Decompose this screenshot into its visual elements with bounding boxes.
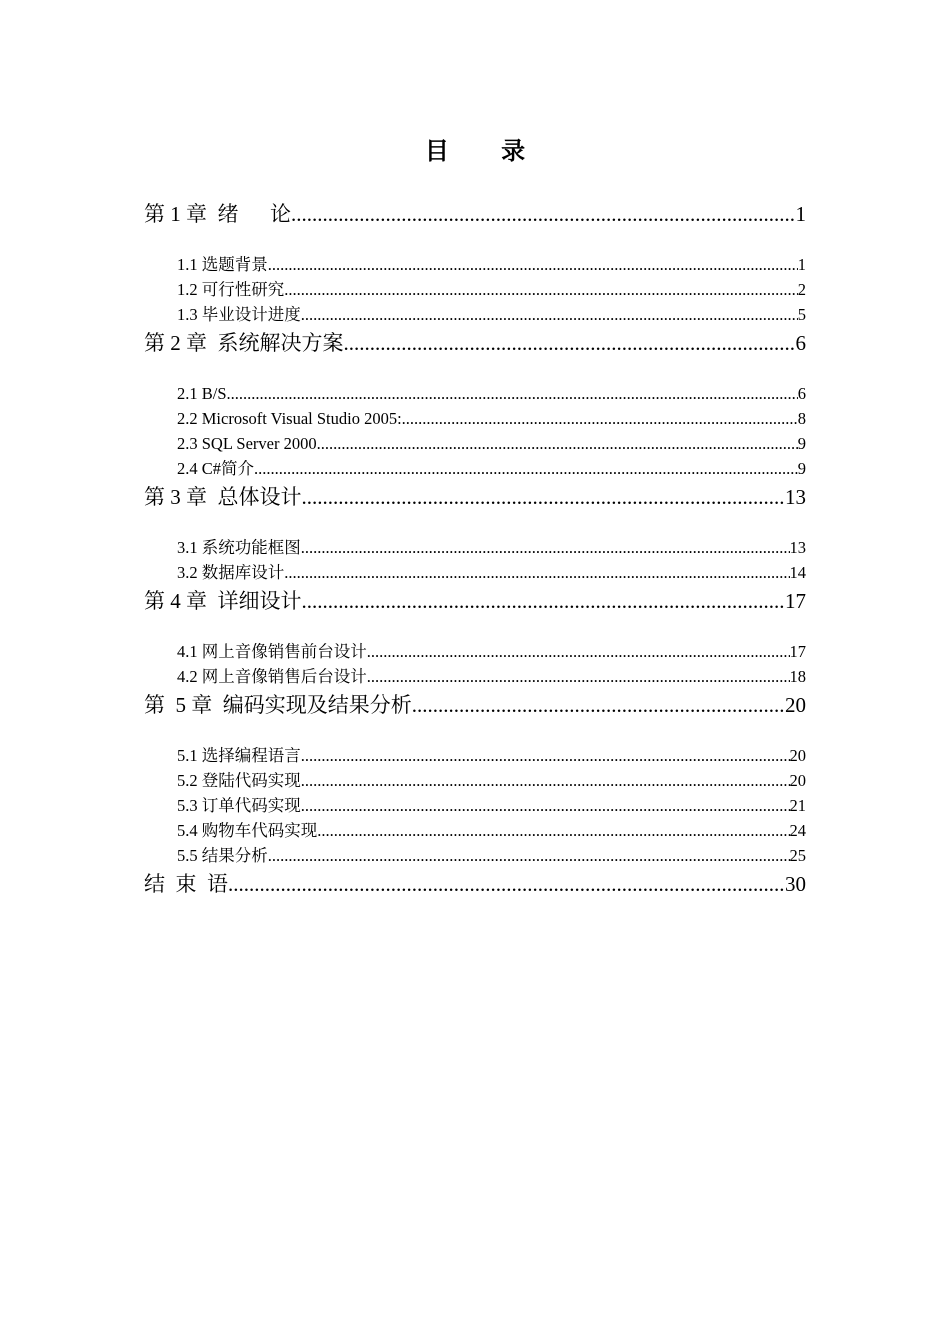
toc-chapter-5[interactable] xyxy=(144,689,806,721)
section-label: 3.2 数据库设计 xyxy=(177,563,285,582)
section-page-number: 14 xyxy=(789,563,806,582)
section-page-number: 21 xyxy=(789,796,806,815)
toc-section-4-2[interactable] xyxy=(144,664,806,689)
dot-leader xyxy=(268,843,790,868)
dot-leader xyxy=(301,302,798,327)
toc-chapter-2[interactable] xyxy=(144,327,806,359)
chapter-page-number: 17 xyxy=(785,589,806,613)
chapter-page-number: 1 xyxy=(795,202,806,226)
toc-section-3-1[interactable] xyxy=(144,535,806,560)
dot-leader xyxy=(301,793,790,818)
chapter-label: 第 4 章 详细设计 xyxy=(144,589,302,613)
section-label: 1.1 选题背景 xyxy=(177,255,268,274)
dot-leader xyxy=(302,585,786,617)
section-label: 5.4 购物车代码实现 xyxy=(177,821,318,840)
section-page-number: 1 xyxy=(797,255,806,274)
section-page-number: 13 xyxy=(789,538,806,557)
toc-section-2-2[interactable] xyxy=(144,406,806,431)
section-label: 1.2 可行性研究 xyxy=(177,280,285,299)
toc-section-5-5[interactable] xyxy=(144,843,806,868)
dot-leader xyxy=(344,327,796,359)
chapter-page-number: 30 xyxy=(785,872,806,896)
section-page-number: 6 xyxy=(797,384,806,403)
dot-leader xyxy=(228,868,785,900)
section-page-number: 5 xyxy=(797,305,806,324)
toc-chapter-4[interactable] xyxy=(144,585,806,617)
toc-section-2-1[interactable] xyxy=(144,381,806,406)
section-page-number: 24 xyxy=(789,821,806,840)
toc-section-1-1[interactable] xyxy=(144,252,806,277)
section-page-number: 2 xyxy=(797,280,806,299)
dot-leader xyxy=(284,560,789,585)
dot-leader xyxy=(301,743,790,768)
chapter-page-number: 6 xyxy=(795,331,806,355)
section-page-number: 8 xyxy=(797,409,806,428)
section-label: 4.1 网上音像销售前台设计 xyxy=(177,642,367,661)
toc-section-1-2[interactable] xyxy=(144,277,806,302)
toc-section-5-3[interactable] xyxy=(144,793,806,818)
dot-leader xyxy=(402,406,798,431)
section-label: 5.5 结果分析 xyxy=(177,846,268,865)
toc-chapter-1[interactable] xyxy=(144,198,806,230)
section-label: 2.1 B/S xyxy=(177,384,227,403)
section-page-number: 9 xyxy=(797,459,806,478)
section-label: 3.1 系统功能框图 xyxy=(177,538,301,557)
chapter-label: 第 2 章 系统解决方案 xyxy=(144,331,344,355)
toc-section-2-3[interactable] xyxy=(144,431,806,456)
section-label: 5.1 选择编程语言 xyxy=(177,746,301,765)
toc-list xyxy=(144,198,806,900)
toc-section-5-2[interactable] xyxy=(144,768,806,793)
section-page-number: 17 xyxy=(789,642,806,661)
toc-section-5-1[interactable] xyxy=(144,743,806,768)
toc-section-4-1[interactable] xyxy=(144,639,806,664)
section-label: 2.2 Microsoft Visual Studio 2005: xyxy=(177,409,402,428)
section-label: 4.2 网上音像销售后台设计 xyxy=(177,667,367,686)
chapter-label: 第 5 章 编码实现及结果分析 xyxy=(144,693,412,717)
toc-section-5-4[interactable] xyxy=(144,818,806,843)
dot-leader xyxy=(227,381,798,406)
dot-leader xyxy=(291,198,796,230)
chapter-page-number: 13 xyxy=(785,485,806,509)
toc-conclusion[interactable] xyxy=(144,868,806,900)
section-page-number: 25 xyxy=(789,846,806,865)
section-label: 5.3 订单代码实现 xyxy=(177,796,301,815)
toc-section-1-3[interactable] xyxy=(144,302,806,327)
toc-chapter-3[interactable] xyxy=(144,481,806,513)
dot-leader xyxy=(301,768,790,793)
chapter-label: 第 3 章 总体设计 xyxy=(144,485,302,509)
section-page-number: 18 xyxy=(789,667,806,686)
section-page-number: 9 xyxy=(797,434,806,453)
toc-section-3-2[interactable] xyxy=(144,560,806,585)
dot-leader xyxy=(317,431,798,456)
dot-leader xyxy=(412,689,785,721)
dot-leader xyxy=(254,456,798,481)
chapter-label: 第 1 章 绪 论 xyxy=(144,202,291,226)
dot-leader xyxy=(302,481,786,513)
dot-leader xyxy=(317,818,789,843)
dot-leader xyxy=(301,535,790,560)
section-label: 2.4 C#简介 xyxy=(177,459,255,478)
toc-title: 目 录 xyxy=(424,137,548,165)
dot-leader xyxy=(284,277,798,302)
dot-leader xyxy=(367,639,790,664)
section-label: 1.3 毕业设计进度 xyxy=(177,305,301,324)
dot-leader xyxy=(367,664,790,689)
section-label: 5.2 登陆代码实现 xyxy=(177,771,301,790)
section-label: 2.3 SQL Server 2000 xyxy=(177,434,317,453)
section-page-number: 20 xyxy=(789,771,806,790)
chapter-label: 结 束 语 xyxy=(144,872,228,896)
section-page-number: 20 xyxy=(789,746,806,765)
toc-section-2-4[interactable] xyxy=(144,456,806,481)
dot-leader xyxy=(268,252,798,277)
chapter-page-number: 20 xyxy=(785,693,806,717)
